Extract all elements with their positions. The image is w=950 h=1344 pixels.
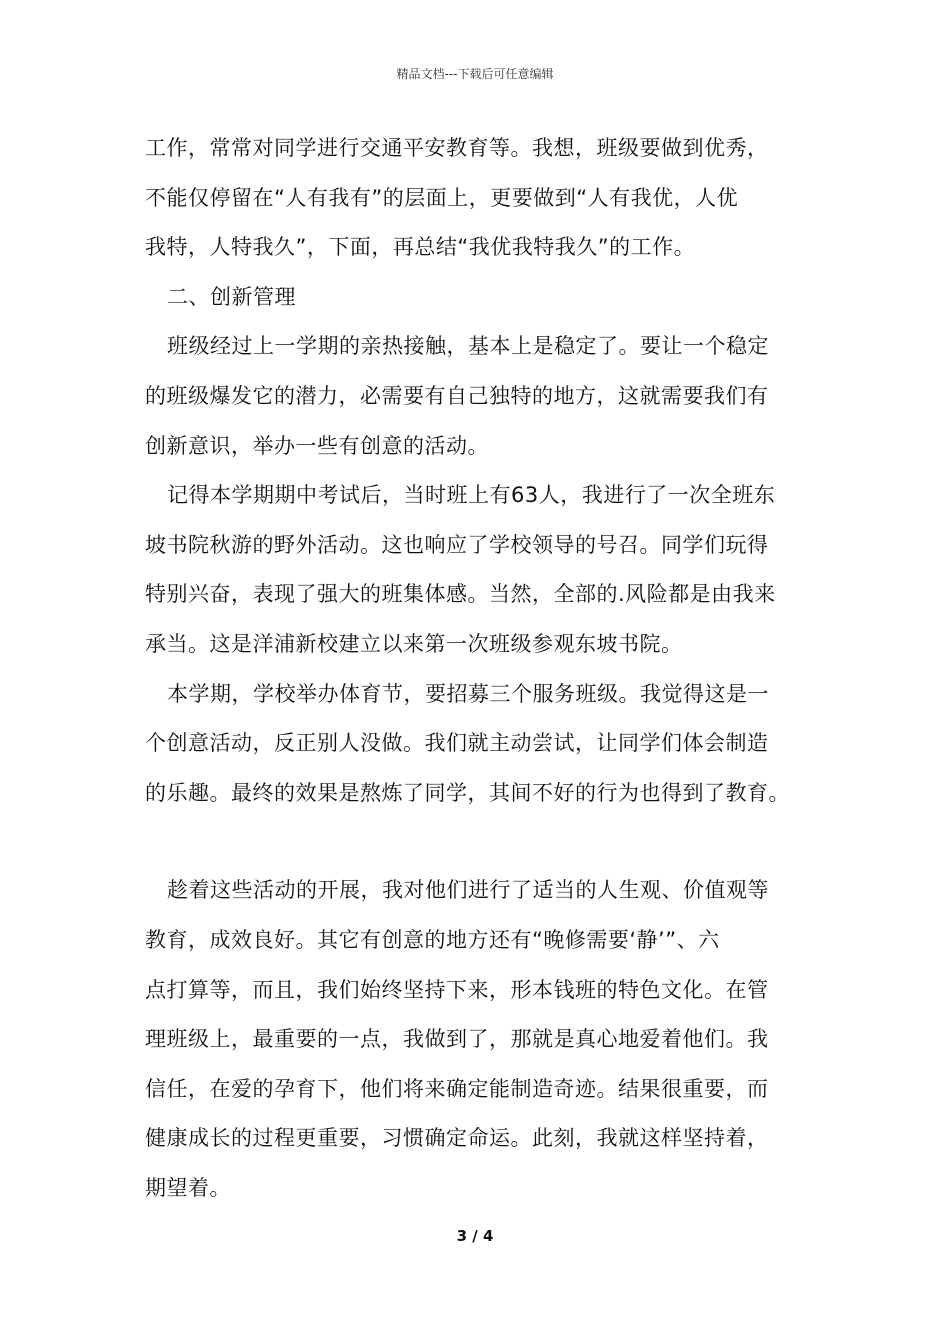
paragraph-4 bbox=[145, 670, 815, 819]
text-line: 班级经过上一学期的亲热接触，基本上是稳定了。要让一个稳定 bbox=[167, 334, 769, 359]
paragraph-gap bbox=[145, 818, 815, 866]
paragraph-1 bbox=[145, 124, 815, 273]
text-line: 本学期，学校举办体育节，要招募三个服务班级。我觉得这是一 bbox=[167, 681, 769, 706]
text-line: 创新意识，举办一些有创意的活动。 bbox=[145, 433, 489, 458]
page-header: 精品文档---下载后可任意编辑 bbox=[396, 67, 554, 81]
paragraph-2 bbox=[145, 322, 815, 471]
text-line: 理班级上，最重要的一点，我做到了，那就是真心地爱着他们。我 bbox=[145, 1027, 769, 1052]
text-line: 不能仅停留在“人有我有”的层面上，更要做到“人有我优，人优 bbox=[145, 185, 739, 210]
text-line: 信任，在爱的孕育下，他们将来确定能制造奇迹。结果很重要，而 bbox=[145, 1076, 769, 1101]
text-line: 教育，成效良好。其它有创意的地方还有“晚修需要‘静’”、六 bbox=[145, 927, 720, 952]
text-line: 我特，人特我久”，下面，再总结“我优我特我久”的工作。 bbox=[145, 235, 696, 260]
text-line: 点打算等，而且，我们始终坚持下来，形本钱班的特色文化。在管 bbox=[145, 977, 769, 1002]
text-line: 工作，常常对同学进行交通平安教育等。我想，班级要做到优秀， bbox=[145, 136, 769, 160]
text-line: 个创意活动，反正别人没做。我们就主动尝试，让同学们体会制造 bbox=[145, 731, 769, 756]
text-line: 健康成长的过程更重要，习惯确定命运。此刻，我就这样坚持着， bbox=[145, 1126, 769, 1151]
document-body bbox=[145, 124, 815, 1213]
paragraph-3 bbox=[145, 471, 815, 669]
text-line: 的乐趣。最终的效果是熬炼了同学，其间不好的行为也得到了教育。 bbox=[145, 780, 790, 805]
text-line: 的班级爆发它的潜力，必需要有自己独特的地方，这就需要我们有 bbox=[145, 383, 769, 408]
page-number: 3 / 4 bbox=[456, 1227, 494, 1245]
text-line: 坡书院秋游的野外活动。这也响应了学校领导的号召。同学们玩得 bbox=[145, 532, 769, 557]
text-line: 特别兴奋，表现了强大的班集体感。当然，全部的.风险都是由我来 bbox=[145, 582, 776, 607]
section-heading: 二、创新管理 bbox=[167, 284, 296, 309]
text-line: 趁着这些活动的开展，我对他们进行了适当的人生观、价值观等 bbox=[167, 878, 769, 903]
text-line: 记得本学期期中考试后，当时班上有63人，我进行了一次全班东 bbox=[167, 483, 776, 508]
text-line: 期望着。 bbox=[145, 1175, 231, 1200]
paragraph-5 bbox=[145, 866, 815, 1213]
text-line: 承当。这是洋浦新校建立以来第一次班级参观东坡书院。 bbox=[145, 631, 683, 656]
